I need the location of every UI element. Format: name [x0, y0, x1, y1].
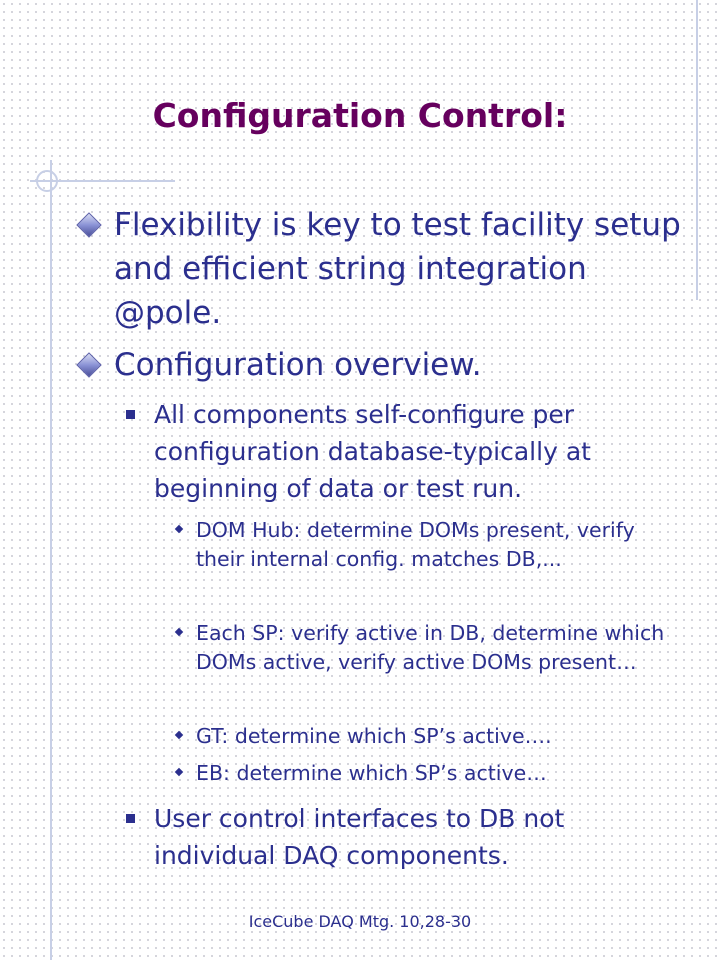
sub-bullet-item: [126, 396, 686, 507]
small-diamond-icon: [175, 628, 183, 636]
sub-sub-bullet-text: Each SP: verify active in DB, determine which DOMs active, verify active DOMs present…: [196, 621, 665, 674]
sub-sub-bullet-item: [176, 759, 676, 788]
sub-sub-bullet-text: DOM Hub: determine DOMs present, verify their internal config. matches DB,...: [196, 518, 635, 571]
sub-sub-bullet-item: [176, 516, 676, 574]
sub-sub-bullet-item: [176, 722, 676, 751]
sub-bullet-text: User control interfaces to DB not individual DAQ components.: [154, 804, 565, 870]
slide-title: Configuration Control:: [152, 96, 568, 135]
diamond-icon: [76, 212, 101, 237]
bullet-text: Flexibility is key to test facility setup and efficient string integration @pole.: [114, 207, 681, 331]
small-diamond-icon: [175, 731, 183, 739]
square-bullet-icon: [126, 410, 135, 419]
sub-bullet-item: [126, 800, 686, 874]
small-diamond-icon: [175, 525, 183, 533]
bullet-item: [80, 203, 690, 335]
sub-sub-bullet-text: GT: determine which SP’s active….: [196, 724, 552, 748]
decorative-line: [696, 0, 698, 300]
bullet-text: Configuration overview.: [114, 347, 482, 383]
bullet-item: [80, 343, 690, 387]
decorative-circle-icon: [36, 170, 58, 192]
small-diamond-icon: [175, 768, 183, 776]
sub-sub-bullet-text: EB: determine which SP’s active…: [196, 761, 547, 785]
decorative-line: [50, 160, 52, 960]
sub-sub-bullet-item: [176, 619, 676, 677]
slide-footer: IceCube DAQ Mtg. 10,28-30: [248, 912, 472, 931]
square-bullet-icon: [126, 814, 135, 823]
sub-bullet-text: All components self-configure per configuration database-typically at beginning of data or test run.: [154, 400, 591, 503]
diamond-icon: [76, 352, 101, 377]
